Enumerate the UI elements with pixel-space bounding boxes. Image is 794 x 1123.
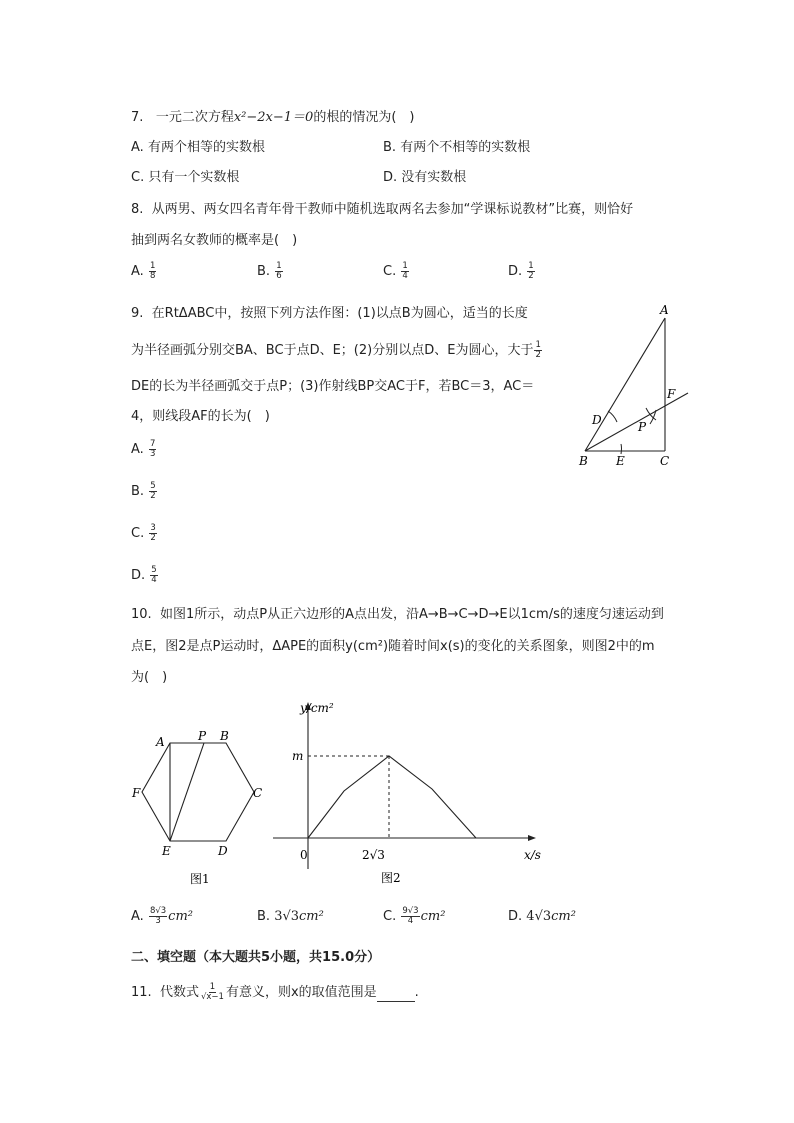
hex-label-f: F: [132, 786, 141, 800]
label-c: C: [660, 454, 670, 468]
y-axis-label: y/cm²: [300, 701, 334, 715]
x-axis-label: x/s: [524, 848, 541, 862]
q8-option-c: C. $\frac{1}{4}$: [383, 261, 408, 281]
q11-fraction: $\frac{1}{√x-1}$: [200, 982, 224, 1002]
x-mark-label: 2√3: [362, 848, 385, 862]
q8-option-c-fraction: $\frac{1}{4}$: [402, 261, 408, 281]
hex-label-p: P: [198, 729, 207, 743]
hex-label-d: D: [218, 844, 228, 858]
q7-number: 7.: [131, 110, 144, 125]
q8-option-b: B. $\frac{1}{6}$: [257, 261, 282, 281]
q10-line2: 点E，图2是点P运动时，ΔAPE的面积y(cm²)随着时间x(s)的变化的关系图象，则图2中的m: [131, 639, 655, 654]
label-p: P: [638, 420, 647, 434]
q7-option-d: D. 没有实数根: [383, 170, 467, 185]
q10-area-graph: [268, 693, 558, 888]
q7-equation: x²−2x−1＝0: [233, 110, 314, 125]
q9-number: 9.: [131, 306, 144, 321]
q7-stem: [131, 106, 414, 125]
q10-line1: 10. 如图1所示，动点P从正六边形的A点出发，沿A→B→C→D→E以1cm/s的速度匀速运动到: [131, 607, 664, 622]
arc-d: [608, 411, 617, 422]
fig1-caption: 图1: [190, 872, 210, 886]
q9-line2: 为半径画弧分别交BA、BC于点D、E；(2)分别以点D、E为圆心，大于 $\frac{1}{2}$: [131, 340, 541, 360]
q9-option-b: B. $\frac{5}{2}$: [131, 481, 156, 501]
q8-option-a-fraction: $\frac{1}{8}$: [149, 261, 156, 281]
q7-option-a: A. 有两个相等的实数根: [131, 140, 265, 155]
q9-line3: DE的长为半径画弧交于点P；(3)作射线BP交AC于F，若BC＝3，AC＝: [131, 379, 535, 394]
q7-option-c: C. 只有一个实数根: [131, 170, 240, 185]
label-b: B: [579, 454, 588, 468]
q10-option-a: A. $\frac{8√3}{3}$ cm²: [131, 906, 193, 926]
m-label: m: [292, 749, 304, 763]
q7-stem-b: 的根的情况为( ): [313, 110, 415, 125]
origin-label: 0: [300, 848, 308, 862]
q9-half-fraction: $\frac{1}{2}$: [535, 340, 541, 360]
q8-option-a: A. $\frac{1}{8}$: [131, 261, 156, 281]
hex-label-a: A: [156, 735, 165, 749]
q11-answer-blank[interactable]: [377, 989, 415, 1002]
arc-e: [621, 444, 622, 454]
q8-option-d-fraction: $\frac{1}{2}$: [528, 261, 534, 281]
q9-option-c: C. $\frac{3}{2}$: [131, 523, 156, 543]
q8-option-d: D. $\frac{1}{2}$: [508, 261, 534, 281]
q10-option-d: D. 4√3cm²: [508, 909, 576, 924]
label-a: A: [660, 303, 669, 317]
q7-stem-a: 一元二次方程: [155, 110, 234, 125]
q9-line1: 9. 在RtΔABC中，按照下列方法作图：(1)以点B为圆心，适当的长度: [131, 306, 528, 321]
q10-option-c: C. $\frac{9√3}{4}$ cm²: [383, 906, 446, 926]
q8-option-b-fraction: $\frac{1}{6}$: [276, 261, 282, 281]
segment-pe: [170, 743, 204, 841]
side-ba: [585, 318, 665, 451]
q11-number: 11.: [131, 985, 152, 1000]
x-axis-arrow: [528, 835, 536, 841]
area-curve: [308, 756, 476, 838]
q11-stem: 11. 代数式 $\frac{1}{√x-1}$ 有意义，则x的取值范围是 .: [131, 982, 419, 1002]
fig2-caption: 图2: [381, 871, 401, 885]
q8-number: 8.: [131, 202, 144, 217]
q8-line2: 抽到两名女教师的概率是( ): [131, 233, 298, 248]
q9-option-d: D. $\frac{5}{4}$: [131, 565, 157, 585]
label-d: D: [592, 413, 602, 427]
q10-line3: 为( ): [131, 670, 168, 685]
q10-number: 10.: [131, 607, 152, 622]
hexagon: [142, 743, 254, 841]
q9-triangle-figure: [570, 298, 690, 473]
label-f: F: [667, 387, 676, 401]
hex-label-b: B: [220, 729, 229, 743]
q10-option-b: B. 3√3cm²: [257, 909, 324, 924]
q9-line4: 4，则线段AF的长为( ): [131, 409, 270, 424]
q7-option-b: B. 有两个不相等的实数根: [383, 140, 531, 155]
q10-hexagon-figure: [128, 725, 273, 890]
q9-option-a: A. $\frac{7}{3}$: [131, 439, 156, 459]
hex-label-c: C: [253, 786, 263, 800]
hex-label-e: E: [162, 844, 171, 858]
section2-title: 二、填空题（本大题共5小题，共15.0分）: [131, 950, 381, 965]
label-e: E: [616, 454, 625, 468]
q8-line1: 8. 从两男、两女四名青年骨干教师中随机选取两名去参加“学课标说教材”比赛，则恰好: [131, 202, 634, 217]
